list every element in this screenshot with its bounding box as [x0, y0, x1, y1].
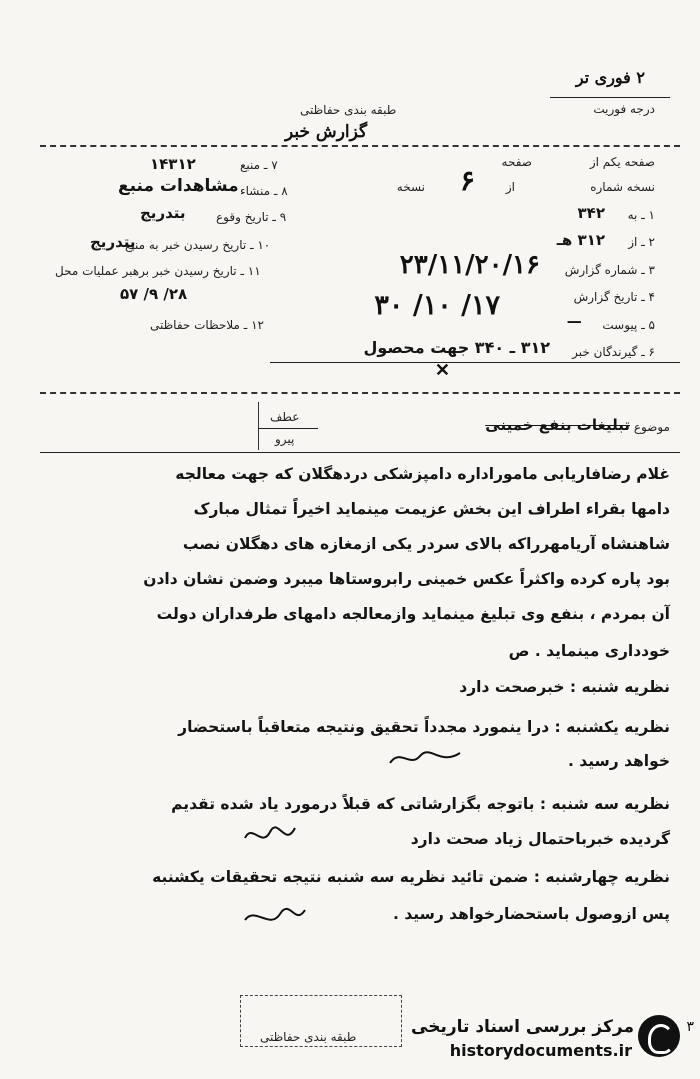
watermark-url: historydocuments.ir	[449, 1041, 632, 1060]
security-notes-label: ۱۲ ـ ملاحظات حفاظتی	[150, 318, 264, 332]
opinion-sunday-cont: خواهد رسید .	[567, 752, 670, 770]
origin-value: مشاهدات منبع	[118, 176, 239, 196]
arrival-to-source-label: ۱۰ ـ تاریخ رسیدن خبر به منبع	[125, 238, 271, 252]
copy-tail: نسخه	[396, 180, 425, 194]
report-number-handwritten: ۲۳/۱۱/۲۰/۱۶	[399, 250, 540, 280]
arrival-to-leader-label: ۱۱ ـ تاریخ رسیدن خبر برهبر عملیات محل	[55, 264, 261, 278]
signature-3	[240, 898, 310, 936]
arrival-to-source-value: بتدریج	[90, 233, 136, 251]
copy-of: از	[505, 180, 515, 194]
body-line-2: دامها بقراء اطراف این بخش عزیمت مینماید اخیراً تمثال مبارک	[193, 500, 670, 518]
opinion-wednesday-cont: پس ازوصول باستحضارخواهد رسید .	[393, 905, 670, 923]
subject-label: موضوع	[633, 420, 670, 434]
arrival-to-leader-value: ۲۸/ ۹/ ۵۷	[120, 285, 188, 303]
opinion-sunday: نظریه یکشنبه : درا ینمورد مجدداً تحقیق ونتیجه متعاقباً باستحضار	[178, 718, 670, 736]
attachment-label: ۵ ـ پیوست	[602, 318, 655, 332]
archive-logo-icon	[638, 1015, 680, 1057]
watermark-title: مرکز بررسی اسناد تاریخی	[411, 1017, 634, 1037]
tick-mark: ✕	[434, 360, 450, 381]
report-date-handwritten: ۱۷/ ۱۰/ ۳۰	[374, 290, 500, 321]
occurrence-date-label: ۹ ـ تاریخ وقوع	[216, 210, 287, 224]
report-number-label: ۳ ـ شماره گزارش	[564, 263, 655, 277]
page-sublabel: صفحه	[501, 155, 532, 169]
followup-label: پیرو	[275, 432, 295, 446]
report-title: گزارش خبر	[285, 122, 368, 142]
body-line-4: بود پاره کرده واکثراً عکس خمینی رابروستاها میبرد وضمن نشان دادن	[143, 570, 670, 588]
source-value: ۱۴۳۱۲	[150, 155, 196, 173]
page-number: ۳	[686, 1019, 694, 1035]
recipients-value: ۳۱۲ ـ ۳۴۰ جهت محصول	[363, 338, 550, 357]
field-from-label: ۲ ـ از	[628, 235, 655, 249]
body-line-5: آن بمردم ، بنفع وی تبلیغ مینماید وازمعالجه دامهای طرفداران دولت	[156, 605, 670, 623]
field-to-value: ۳۴۲	[577, 204, 605, 222]
watermark	[350, 1015, 694, 1075]
field-to-label: ۱ ـ به	[627, 208, 655, 222]
copy-number-handwritten: ۶	[459, 164, 475, 197]
subject-value: تبلیغات بنفع خمینی	[485, 416, 630, 434]
report-date-label: ۴ ـ تاریخ گزارش	[573, 290, 655, 304]
body-line-6: خودداری مینماید . ص	[508, 642, 670, 660]
signature-1	[385, 738, 465, 778]
source-label: ۷ ـ منبع	[240, 158, 278, 172]
recipients-label: ۶ ـ گیرندگان خبر	[572, 345, 655, 359]
opinion-wednesday: نظریه چهارشنبه : ضمن تائید نظریه سه شنبه نتیجه تحقیقات یکشنبه	[152, 868, 670, 886]
attachment-value: —	[566, 312, 582, 330]
occurrence-date-value: بتدریج	[140, 204, 186, 222]
origin-label: ۸ ـ منشاء	[240, 184, 288, 198]
classification-label: طبقه بندی حفاظتی	[300, 103, 397, 117]
atf-label: عطف	[270, 410, 300, 424]
signature-2	[240, 818, 300, 856]
opinion-saturday: نظریه شنبه : خبرصحت دارد	[459, 678, 670, 696]
page-label: صفحه یکم از	[589, 155, 655, 169]
priority-label: درجه فوریت	[593, 102, 655, 116]
footer-classification: طبقه بندی حفاظتی	[260, 1030, 357, 1044]
body-line-1: غلام رضافاریابی ماموراداره دامپزشکی دردهگلان که جهت معالجه	[175, 465, 670, 483]
opinion-tuesday: نظریه سه شنبه : باتوجه بگزارشاتی که قبلاً درمورد یاد شده تقدیم	[171, 795, 670, 813]
priority-handwritten: ۲ فوری تر	[575, 68, 645, 87]
body-line-3: شاهنشاه آریامهرراکه بالای سردر یکی ازمغازه های دهگلان نصب	[182, 535, 670, 553]
copy-label: نسخه شماره	[590, 180, 655, 194]
opinion-tuesday-cont: گردیده خبرباحتمال زیاد صحت دارد	[410, 830, 670, 848]
field-from-value: ۳۱۲ هـ	[556, 231, 605, 249]
